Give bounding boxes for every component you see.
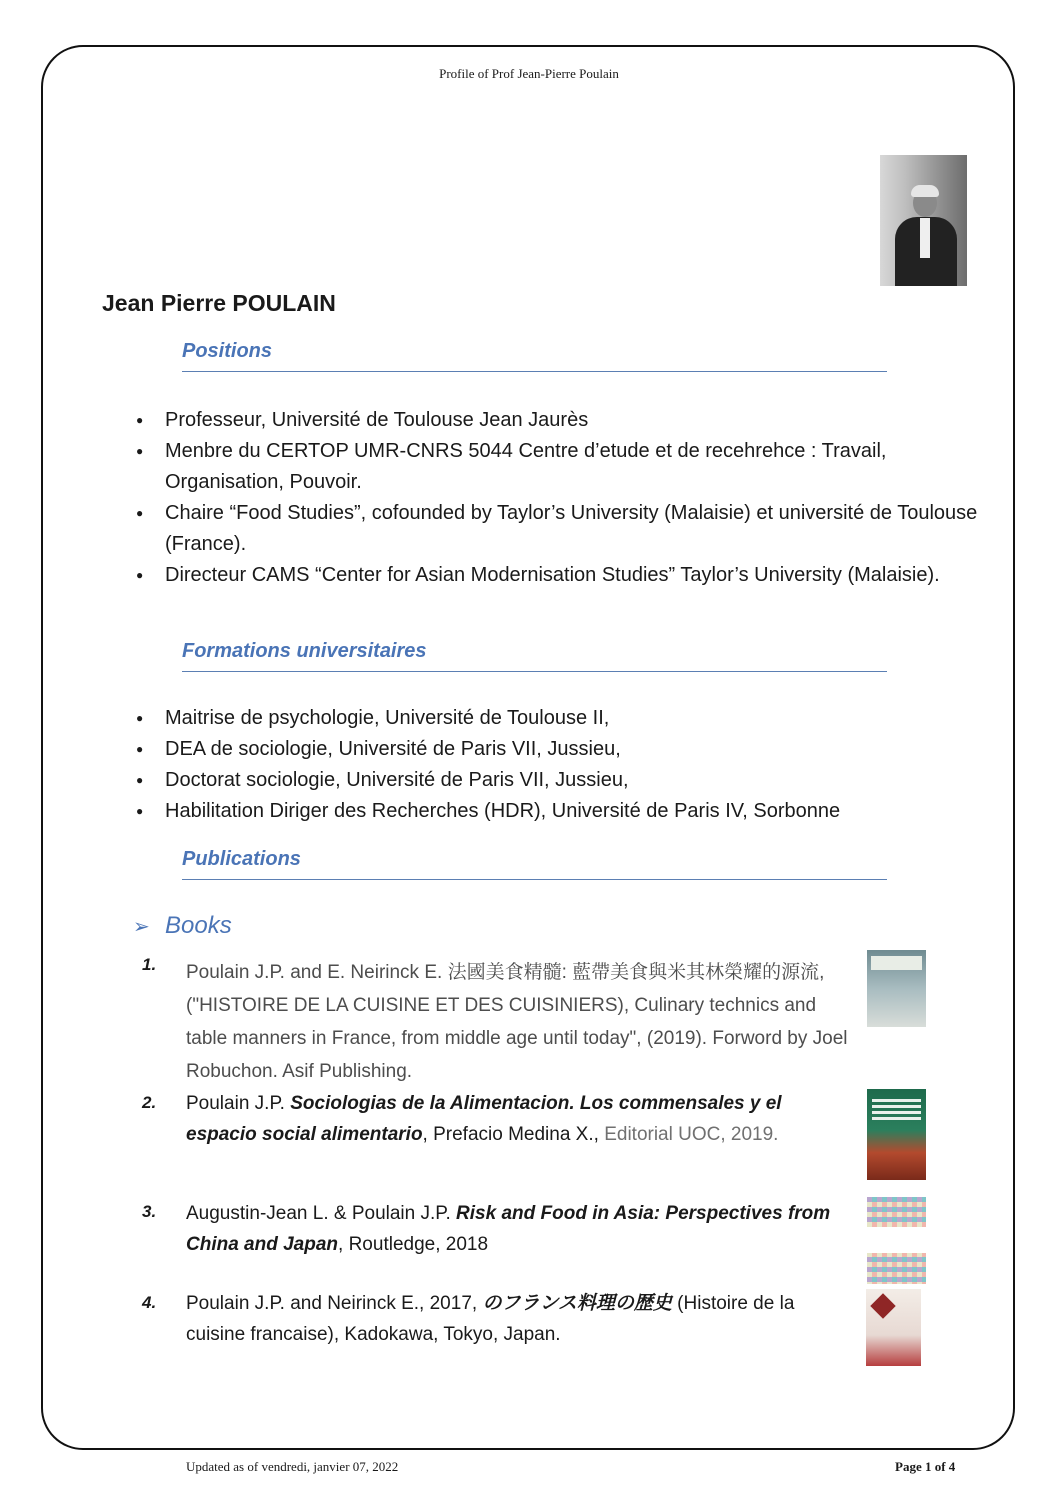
book-number: 1.	[142, 955, 157, 974]
profile-photo	[880, 155, 967, 286]
book-title: Risk and Food in Asia: Perspectives from China and Japan	[186, 1203, 831, 1255]
book-cover-image	[866, 1289, 921, 1366]
list-item: ● Chaire “Food Studies”, cofounded by Taylor’s University (Malaisie) et université de Toulouse (France).	[128, 498, 988, 560]
section-heading-publications: Publications	[182, 848, 887, 880]
person-name: Jean Pierre POULAIN	[102, 290, 336, 316]
positions-list	[128, 405, 988, 591]
book-details: , ("HISTOIRE DE LA CUISINE ET DES CUISINIERS), Culinary technics and table manners in France, from middle age until today", (2019). Forword by Joel Robuchon. Asif Publishing.	[186, 962, 848, 1082]
book-details: , Routledge, 2018	[338, 1234, 489, 1255]
book-title: のフランス料理の歴史	[482, 1293, 672, 1314]
list-item: ● Maitrise de psychologie, Université de Toulouse II,	[128, 703, 988, 734]
book-entry	[186, 1088, 851, 1150]
footer-page-number: Page 1 of 4	[895, 1459, 956, 1474]
list-item: ● Habilitation Diriger des Recherches (HDR), Université de Paris IV, Sorbonne	[128, 796, 988, 827]
section-heading-formations: Formations universitaires	[182, 640, 887, 672]
book-cover-image	[867, 1197, 926, 1284]
books-heading	[133, 912, 232, 940]
arrow-right-icon: ➢	[133, 916, 150, 938]
formations-list	[128, 703, 988, 827]
book-details: , Prefacio Medina X.,	[422, 1124, 605, 1145]
list-item: ● Menbre du CERTOP UMR-CNRS 5044 Centre d’etude et de recehrehce : Travail, Organisation, Pouvoir.	[128, 436, 988, 498]
page-header: Profile of Prof Jean-Pierre Poulain	[439, 66, 619, 81]
book-entry	[186, 1198, 851, 1260]
book-authors: Poulain J.P. and Neirinck E., 2017,	[186, 1293, 483, 1314]
list-item: ● Professeur, Université de Toulouse Jean Jaurès	[128, 405, 988, 436]
book-authors: Poulain J.P.	[186, 1093, 291, 1114]
list-item: ● Doctorat sociologie, Université de Paris VII, Jussieu,	[128, 765, 988, 796]
book-cover-image	[867, 1089, 926, 1180]
section-heading-positions: Positions	[182, 340, 887, 372]
book-number: 3.	[142, 1202, 157, 1221]
book-title: 法國美食精髓: 藍帶美食與米其林榮耀的源流	[447, 962, 820, 983]
book-entry	[186, 956, 851, 1088]
book-authors: Poulain J.P. and E. Neirinck E.	[186, 962, 448, 983]
book-authors: Augustin-Jean L. & Poulain J.P.	[186, 1203, 457, 1224]
footer-updated: Updated as of vendredi, janvier 07, 2022	[186, 1459, 399, 1474]
book-details: (Histoire de la cuisine francaise), Kadokawa, Tokyo, Japan.	[186, 1293, 795, 1345]
list-item: ● DEA de sociologie, Université de Paris VII, Jussieu,	[128, 734, 988, 765]
books-heading-label: Books	[165, 912, 232, 939]
book-number: 2.	[142, 1093, 157, 1112]
book-cover-image	[867, 950, 926, 1027]
book-publisher: Editorial UOC, 2019.	[604, 1124, 779, 1145]
book-entry	[186, 1288, 851, 1350]
book-number: 4.	[142, 1293, 157, 1312]
list-item: ● Directeur CAMS “Center for Asian Modernisation Studies” Taylor’s University (Malaisie).	[128, 560, 988, 591]
book-title: Sociologias de la Alimentacion. Los commensales y el espacio social alimentario	[186, 1093, 782, 1145]
